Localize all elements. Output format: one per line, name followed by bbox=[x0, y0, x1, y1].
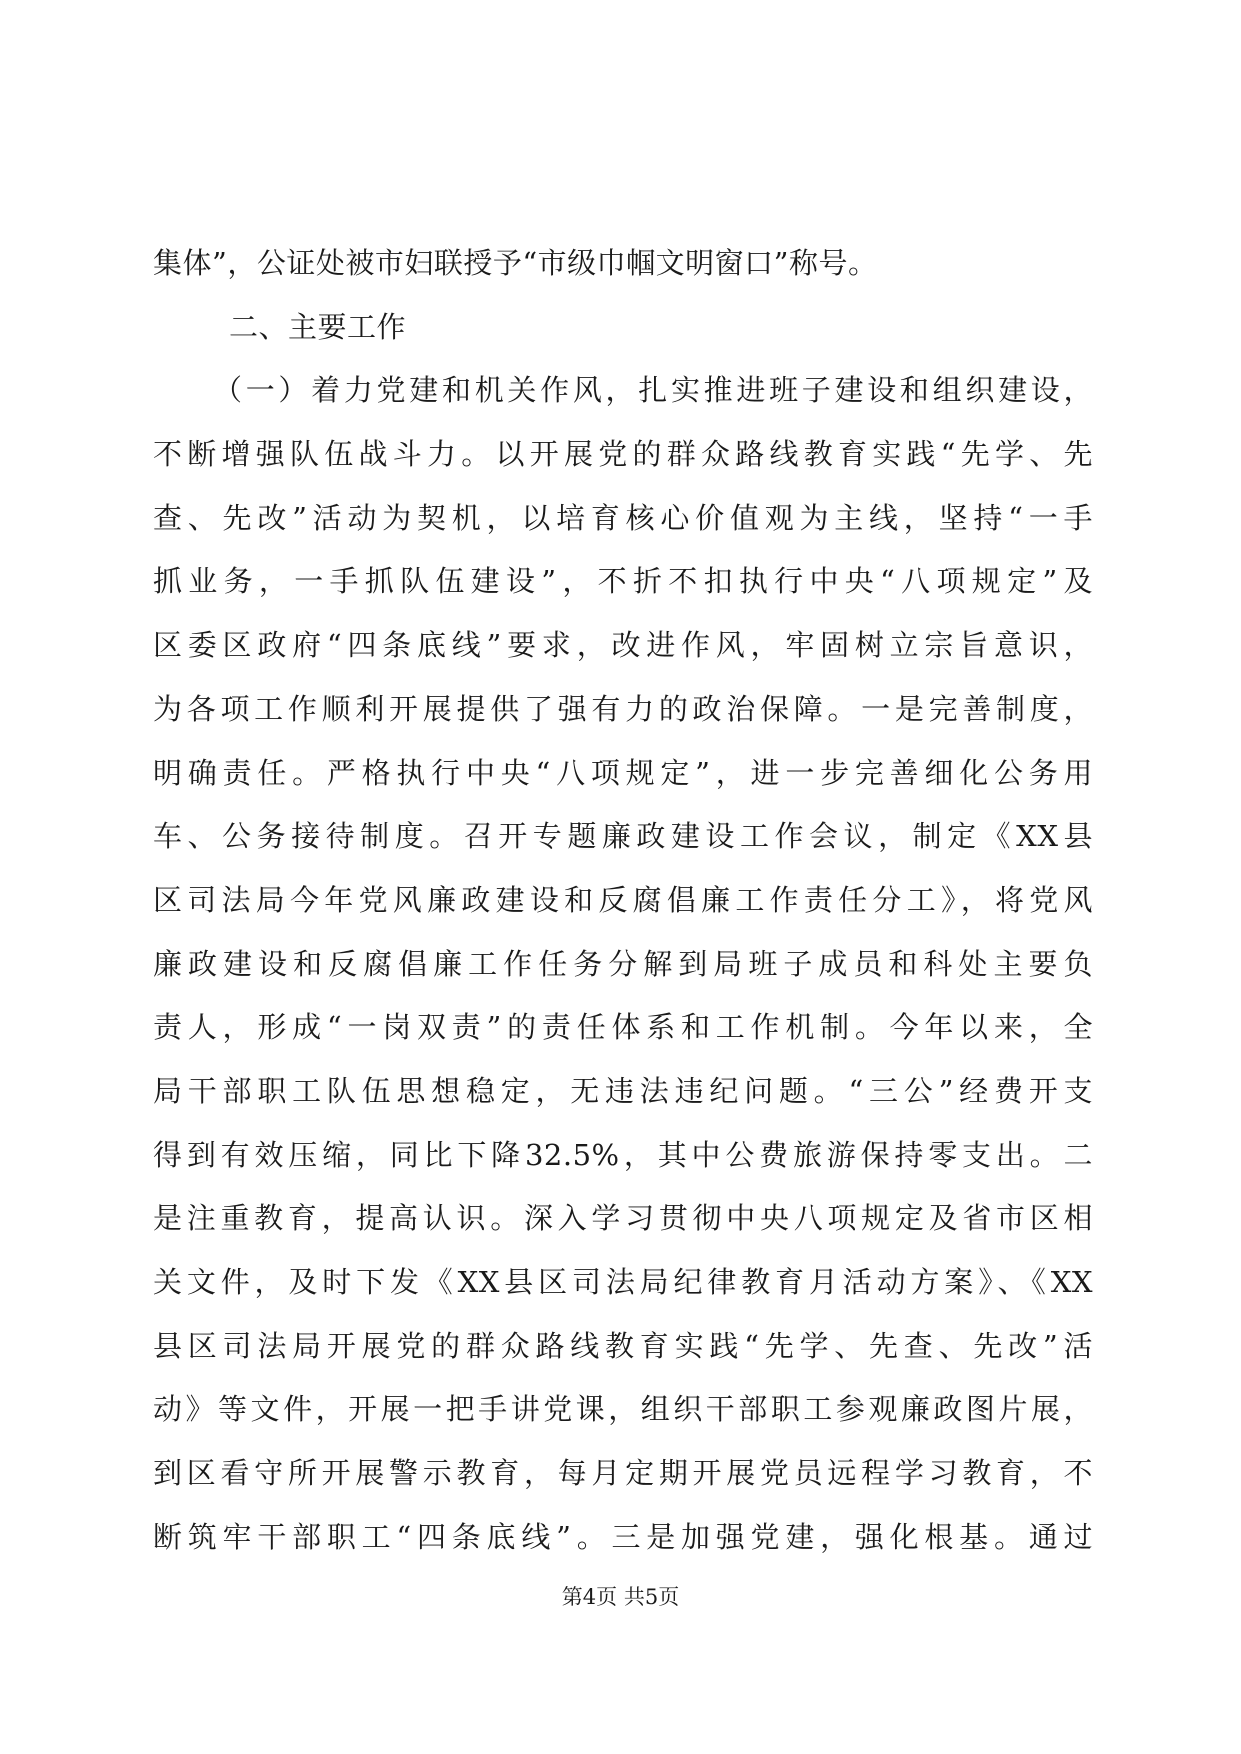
text-line: 抓业务，一手抓队伍建设”，不折不扣执行中央“八项规定”及 bbox=[153, 564, 1093, 599]
text-line: 明确责任。严格执行中央“八项规定”，进一步完善细化公务用 bbox=[153, 755, 1093, 790]
text-line: 县区司法局开展党的群众路线教育实践“先学、先查、先改”活 bbox=[153, 1328, 1093, 1363]
text-line: 动》等文件，开展一把手讲党课，组织干部职工参观廉政图片展， bbox=[153, 1392, 1093, 1427]
text-line: 车、公务接待制度。召开专题廉政建设工作会议，制定《XX县 bbox=[153, 819, 1093, 854]
text-line: 不断增强队伍战斗力。以开展党的群众路线教育实践“先学、先 bbox=[153, 437, 1093, 472]
body-text bbox=[153, 232, 1093, 1569]
text-line: （一）着力党建和机关作风，扎实推进班子建设和组织建设， bbox=[213, 373, 1093, 408]
text-line: 到区看守所开展警示教育，每月定期开展党员远程学习教育，不 bbox=[153, 1456, 1093, 1491]
text-line: 廉政建设和反腐倡廉工作任务分解到局班子成员和科处主要负 bbox=[153, 946, 1093, 981]
text-line: 关文件，及时下发《XX县区司法局纪律教育月活动方案》、《XX bbox=[153, 1265, 1093, 1299]
text-line: 断筑牢干部职工“四条底线”。三是加强党建，强化根基。通过 bbox=[153, 1519, 1093, 1554]
text-line: 局干部职工队伍思想稳定，无违法违纪问题。“三公”经费开支 bbox=[153, 1073, 1093, 1108]
text-line: 责人，形成“一岗双责”的责任体系和工作机制。今年以来，全 bbox=[153, 1010, 1093, 1045]
text-line: 得到有效压缩，同比下降32.5%，其中公费旅游保持零支出。二 bbox=[153, 1137, 1093, 1172]
text-line: 是注重教育，提高认识。深入学习贯彻中央八项规定及省市区相 bbox=[153, 1201, 1093, 1236]
text-line: 查、先改”活动为契机，以培育核心价值观为主线，坚持“一手 bbox=[153, 500, 1093, 535]
page-number: 第4页 共5页 bbox=[561, 1585, 680, 1609]
text-line: 集体”，公证处被市妇联授予“市级巾帼文明窗口”称号。 bbox=[153, 246, 878, 280]
section-heading: 二、主要工作 bbox=[229, 309, 407, 344]
text-line: 为各项工作顺利开展提供了强有力的政治保障。一是完善制度， bbox=[153, 691, 1093, 726]
text-line: 区司法局今年党风廉政建设和反腐倡廉工作责任分工》，将党风 bbox=[153, 882, 1093, 917]
text-line: 区委区政府“四条底线”要求，改进作风，牢固树立宗旨意识， bbox=[153, 628, 1093, 663]
